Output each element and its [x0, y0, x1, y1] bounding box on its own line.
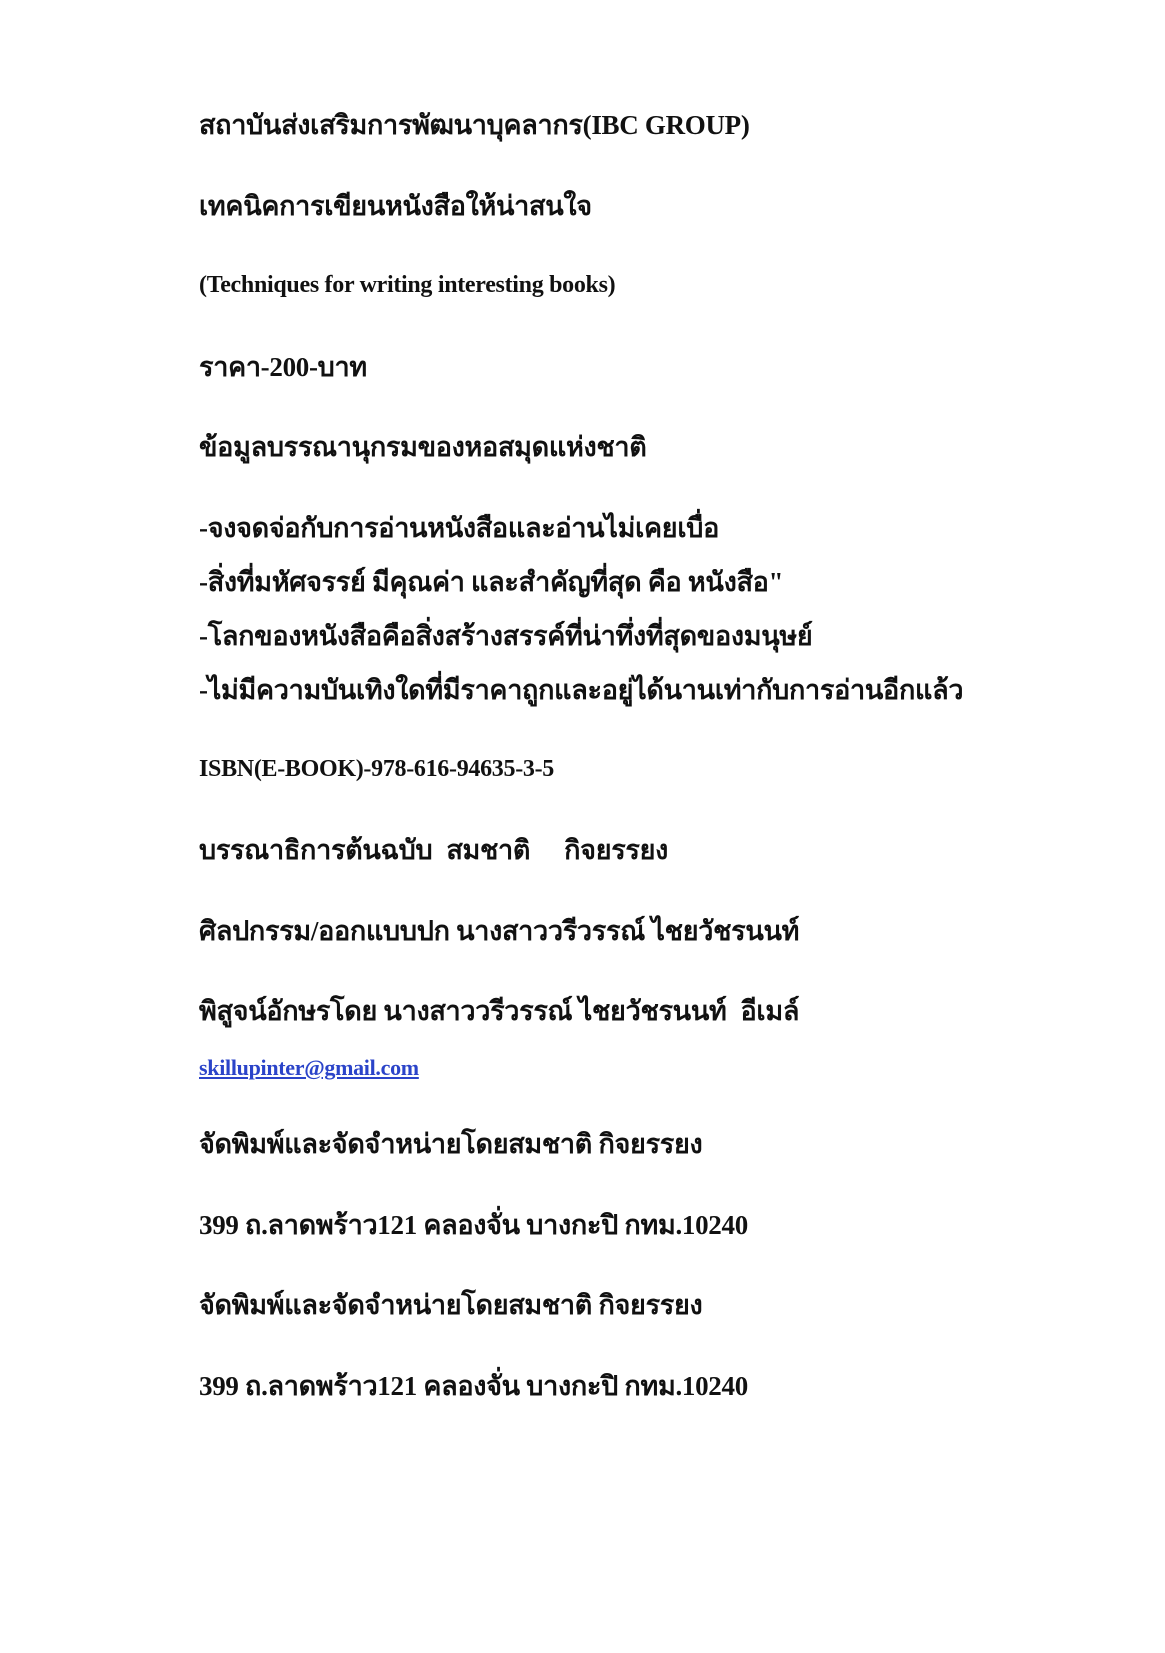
- art-design-line: ศิลปกรรม/ออกแบบปก นางสาววรีวรรณ์ ไชยวัชรนนท์: [199, 916, 800, 946]
- printing-address-line: 399 ถ.ลาดพร้าว121 คลองจั่น บางกะปิ กทม.10240: [199, 1210, 748, 1240]
- quote-line: -ไม่มีความบันเทิงใดที่มีราคาถูกและอยู่ได้นานเท่ากับการอ่านอีกแล้ว: [199, 675, 964, 705]
- printing-address-line: 399 ถ.ลาดพร้าว121 คลองจั่น บางกะปิ กทม.10240: [199, 1371, 748, 1401]
- quote-line: -สิ่งที่มหัศจรรย์ มีคุณค่า และสำคัญที่สุด คือ หนังสือ": [199, 567, 784, 597]
- book-title-thai: เทคนิคการเขียนหนังสือให้น่าสนใจ: [199, 191, 592, 221]
- isbn-line: ISBN(E-BOOK)-978-616-94635-3-5: [199, 756, 554, 782]
- email-label: อีเมล์: [740, 996, 800, 1026]
- editor-first-name: สมชาติ: [446, 835, 531, 865]
- proofreader-line: [199, 998, 799, 1025]
- catalog-heading: ข้อมูลบรรณานุกรมของหอสมุดแห่งชาติ: [199, 432, 647, 462]
- printing-by-line: จัดพิมพ์และจัดจำหน่ายโดยสมชาติ กิจยรรยง: [199, 1290, 703, 1320]
- email-link[interactable]: skillupinter@gmail.com: [199, 1055, 419, 1080]
- quote-line: -จงจดจ่อกับการอ่านหนังสือและอ่านไม่เคยเบื่อ: [199, 513, 720, 543]
- price-line: ราคา-200-บาท: [199, 352, 367, 382]
- editor-last-name: กิจยรรยง: [564, 835, 669, 865]
- editor-line: [199, 837, 668, 864]
- book-title-english: (Techniques for writing interesting books): [199, 272, 616, 298]
- printing-by-line: จัดพิมพ์และจัดจำหน่ายโดยสมชาติ กิจยรรยง: [199, 1129, 703, 1159]
- quote-line: -โลกของหนังสือคือสิ่งสร้างสรรค์ที่น่าทึ่งที่สุดของมนุษย์: [199, 621, 813, 651]
- publisher-header: สถาบันส่งเสริมการพัฒนาบุคลากร(IBC GROUP): [199, 110, 750, 140]
- editor-label: บรรณาธิการต้นฉบับ: [199, 835, 433, 865]
- proofreader-text: พิสูจน์อักษรโดย นางสาววรีวรรณ์ ไชยวัชรนนท์: [199, 996, 727, 1026]
